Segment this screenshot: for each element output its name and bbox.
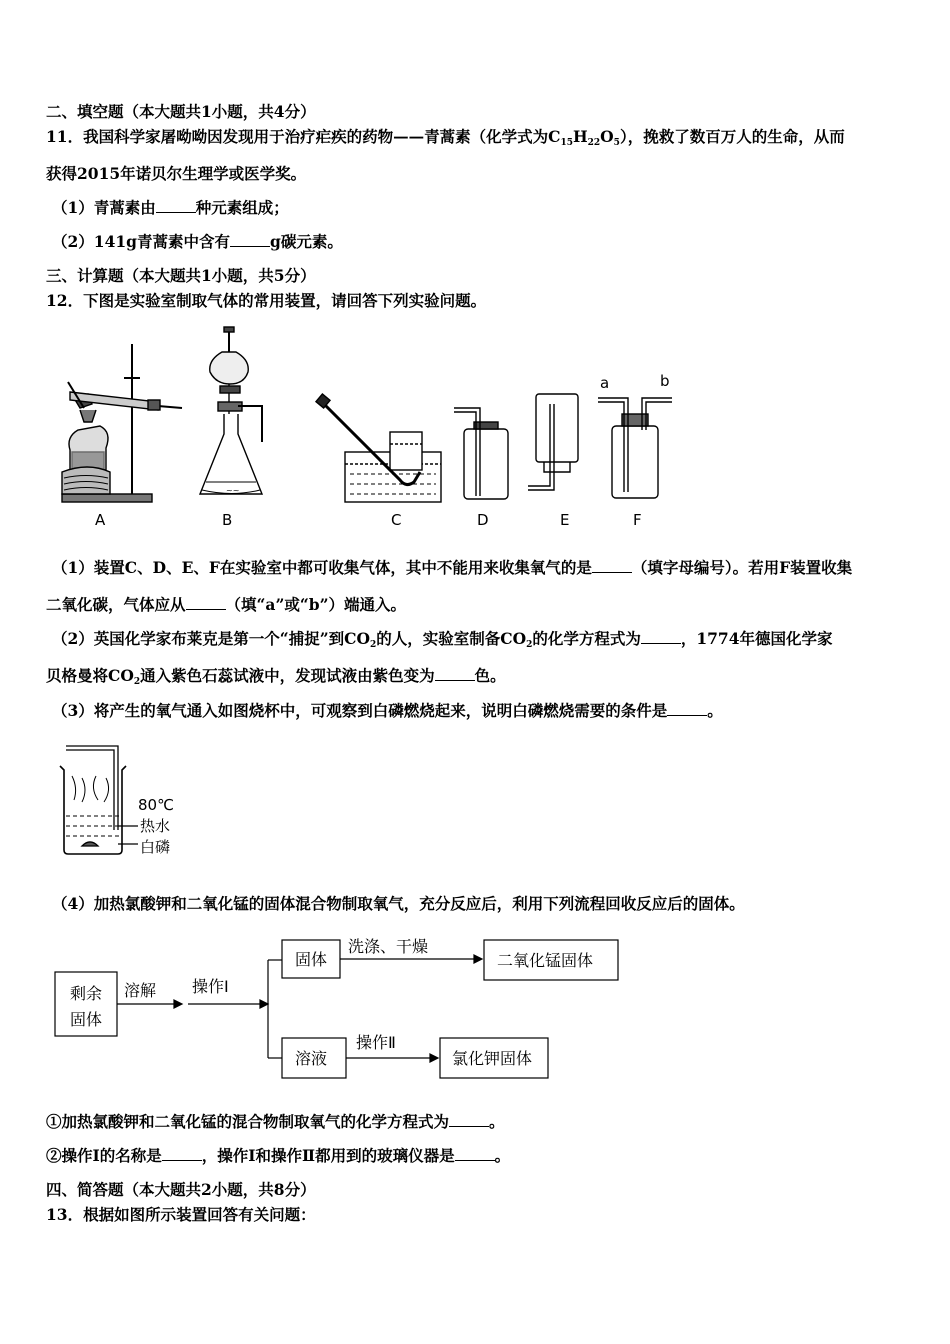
beaker-temp-label: 80℃ <box>138 796 174 814</box>
question-12-part2: （2）英国化学家布莱克是第一个“捕捉”到$CO_2$的人，实验室制备$CO_2$的化学方程式为 ，1774年德国化学家 <box>52 629 833 650</box>
flow-op1-label: 操作Ⅰ <box>192 977 229 996</box>
apparatus-d <box>454 408 508 499</box>
beaker-figure <box>52 738 192 862</box>
question-number: 11． <box>46 127 84 146</box>
answer-blank[interactable] <box>156 198 196 213</box>
port-a-label: a <box>600 374 610 392</box>
section-heading: 三、计算题（本大题共1小题，共5分） <box>46 266 316 285</box>
flow-wash-label: 洗涤、干燥 <box>348 937 429 956</box>
flow-solid-label: 固体 <box>295 950 328 969</box>
flow-mno2-label: 二氧化锰固体 <box>497 951 594 970</box>
flow-kcl-label: 氯化钾固体 <box>452 1049 533 1068</box>
answer-blank[interactable] <box>162 1146 202 1161</box>
apparatus-label: F <box>633 511 642 529</box>
answer-blank[interactable] <box>186 595 226 610</box>
section-heading: 二、填空题（本大题共1小题，共4分） <box>46 102 316 121</box>
beaker-phosphorus-label: 白磷 <box>140 838 171 856</box>
question-11-part2: （2）141g青蒿素中含有 g碳元素。 <box>52 232 343 251</box>
flow-start-label: 固体 <box>70 1010 103 1029</box>
question-12-sub2: ②操作Ⅰ的名称是 ，操作Ⅰ和操作Ⅱ都用到的玻璃仪器是 。 <box>46 1146 511 1165</box>
answer-blank[interactable] <box>455 1146 495 1161</box>
apparatus-figure <box>40 322 700 532</box>
answer-blank[interactable] <box>230 232 270 247</box>
apparatus-label: B <box>222 511 233 529</box>
question-13: 13．根据如图所示装置回答有关问题： <box>46 1205 316 1224</box>
answer-blank[interactable] <box>592 558 632 573</box>
apparatus-f <box>598 372 672 498</box>
answer-blank[interactable] <box>435 666 475 681</box>
flow-dissolve-label: 溶解 <box>124 981 157 1000</box>
apparatus-e <box>528 394 578 490</box>
question-number: 12． <box>46 291 84 310</box>
question-11-part1: （1）青蒿素由 种元素组成； <box>52 198 289 217</box>
question-11-line1: 11．我国科学家屠呦呦因发现用于治疗疟疾的药物——青蒿素（化学式为$C_{15}H_{22}O_5$），挽救了数百万人的生命，从而 <box>46 127 845 148</box>
answer-blank[interactable] <box>449 1112 489 1127</box>
apparatus-b <box>200 327 262 495</box>
apparatus-label: E <box>560 511 570 529</box>
chemical-formula: $C_{15}H_{22}O_5$ <box>548 127 620 148</box>
svg-text:~~: ~~ <box>226 486 240 495</box>
question-12-sub1: ①加热氯酸钾和二氧化锰的混合物制取氧气的化学方程式为 。 <box>46 1112 505 1131</box>
apparatus-label: D <box>477 511 489 529</box>
question-12-part4: （4）加热氯酸钾和二氧化锰的固体混合物制取氧气，充分反应后，利用下列流程回收反应后的固体。 <box>52 894 745 913</box>
question-12-part1-line2: 二氧化碳，气体应从 （填“a”或“b”）端通入。 <box>46 595 407 614</box>
question-12-intro: 12．下图是实验室制取气体的常用装置，请回答下列实验问题。 <box>46 291 487 310</box>
question-11-line2: 获得2015年诺贝尔生理学或医学奖。 <box>46 164 307 183</box>
answer-blank[interactable] <box>641 629 681 644</box>
apparatus-label: A <box>95 511 106 529</box>
flow-start-label: 剩余 <box>70 984 103 1003</box>
answer-blank[interactable] <box>667 701 707 716</box>
apparatus-label: C <box>391 511 402 529</box>
apparatus-c <box>316 394 441 502</box>
apparatus-a <box>62 344 182 502</box>
port-b-label: b <box>660 372 670 390</box>
question-12-part1: （1）装置C、D、E、F在实验室中都可收集气体，其中不能用来收集氧气的是 （填字母编号）。若用F装置收集 <box>52 558 853 577</box>
flow-op2-label: 操作Ⅱ <box>356 1033 396 1052</box>
section-heading: 四、简答题（本大题共2小题，共8分） <box>46 1180 316 1199</box>
flow-solution-label: 溶液 <box>295 1049 328 1068</box>
question-12-part2-line2: 贝格曼将$CO_2$通入紫色石蕊试液中，发现试液由紫色变为 色。 <box>46 666 506 687</box>
question-12-part3: （3）将产生的氧气通入如图烧杯中，可观察到白磷燃烧起来，说明白磷燃烧需要的条件是 。 <box>52 701 723 720</box>
question-number: 13． <box>46 1205 84 1224</box>
beaker-water-label: 热水 <box>140 817 171 835</box>
flow-chart <box>50 932 630 1084</box>
